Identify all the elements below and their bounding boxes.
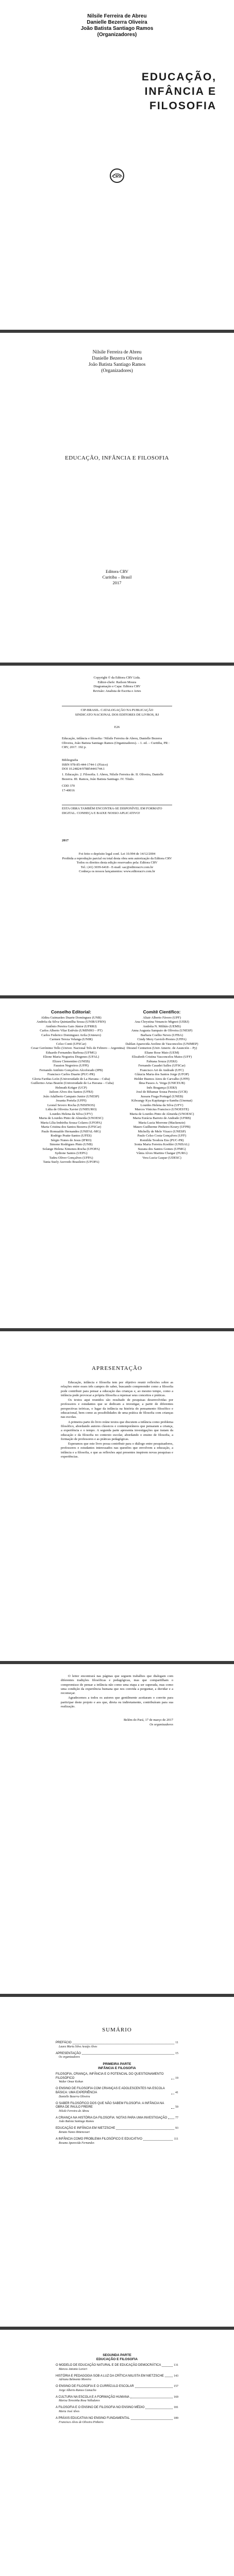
scientific-committee-list xyxy=(122,1016,202,1161)
part-heading xyxy=(56,2062,178,2071)
council-member: Antônio Pereira Gaio Júnior (UFRRJ) xyxy=(45,1024,97,1028)
summary-entry[interactable] xyxy=(56,2116,178,2124)
council-member: Fernando Casadei Salles (UFSCar) xyxy=(138,1064,186,1067)
council-member: Tadeu Oliver Gonçalves (UFPA) xyxy=(49,1156,93,1160)
council-member: Sérgio Nunes de Jesus (IFRO) xyxy=(51,1138,92,1142)
copyright-line: Diagramação e Capa: Editora CRV xyxy=(93,685,141,688)
chapter-title: A CULTURA NA ESCOLA E A FORMAÇÃO HUMANA xyxy=(56,2395,129,2399)
page-number: 143 xyxy=(174,2374,178,2378)
council-member: Paulo Romualdo Hernandes (UNIFAL-MG) xyxy=(41,1129,101,1133)
chapter-title: O MODELO DE EDUCAÇÃO NATURAL E DE EDUCAÇÃO DEMOCRÁTICA xyxy=(56,2364,161,2367)
presentation-paragraph: Agradecemos a todos os autores que gentilmente aceitaram o convite para participar deste projeto e aos que, direta ou indiretamente, contribuíram para sua realização. xyxy=(61,1696,173,1709)
page-number: 15 xyxy=(175,2052,178,2055)
page-number: 157 xyxy=(174,2385,178,2388)
council-member: Altair Alberto Fávero (UPF) xyxy=(143,1015,181,1020)
chapter-title: EDUCAÇÃO E INFÂNCIA EM NIETZSCHE xyxy=(56,2127,115,2130)
council-member: Andréia da Silva Quintanilha Sousa (UNIR/UFRN) xyxy=(36,1020,106,1024)
council-member: Ana Chrystina Venancio Mignot (UERJ) xyxy=(135,1020,189,1024)
presentation-continued-page xyxy=(0,1664,234,1994)
council-member: Paulo Celso Costa Gonçalves (UFF) xyxy=(137,1134,187,1138)
cover-title xyxy=(142,70,216,113)
publisher-logo-icon xyxy=(109,168,125,183)
council-member: Vânia Alves Martins Chaigar (FURG) xyxy=(136,1151,188,1155)
chapter-author: Os organizadores xyxy=(59,2056,80,2059)
chapter-author: Jorge Alberto Ramos Camacho xyxy=(59,2388,96,2392)
inner-editor: João Batista Santiago Ramos xyxy=(88,362,146,367)
chapter-title: HISTÓRIA E PEDAGOGIA SOB A LUZ DA CRÍTICA NIILISTA EM NIETZSCHE xyxy=(56,2374,164,2378)
page-number: 93 xyxy=(175,2127,178,2130)
council-member: Maria Lucia Morrone (Mackenzie) xyxy=(138,1121,186,1125)
council-member: Simone Rodrigues Pinto (UNB) xyxy=(49,1143,93,1146)
copyright-line: Copyright © da Editora CRV Ltda. xyxy=(93,676,141,680)
editorial-council-title: Conselho Editorial: xyxy=(51,1009,91,1014)
council-member: Cesar Gerónimo Tello (Univer. Nacional Três de Febrero – Argentina) xyxy=(31,1046,125,1050)
chapter-author: Nilsile Ferreira de Abreu xyxy=(59,2109,89,2113)
digital-notice: ESTA OBRA TAMBÉM ENCONTRA-SE DISPONÍVEL EM FORMATO DIGITAL. CONHEÇA E BAIXE NOSSO APLICATIVO! xyxy=(62,805,172,816)
council-member: José de Ribamar Sousa Pereira (UCB) xyxy=(136,1090,188,1094)
presentation-body xyxy=(61,1381,173,1460)
council-member: Helder Buenos Aires de Carvalho (UFPI) xyxy=(134,1077,190,1081)
part-number: PRIMEIRA PARTE xyxy=(103,2062,131,2066)
summary-page xyxy=(0,1997,234,2327)
summary-entry[interactable] xyxy=(56,2417,178,2425)
publisher-name: Editora CRV xyxy=(106,569,128,574)
summary-entry[interactable] xyxy=(56,2385,178,2393)
chapter-author: Danielle Bezerra Oliveira xyxy=(59,2095,90,2098)
copyright-line: Editor-chefe: Railson Moura xyxy=(97,680,137,684)
summary-entry[interactable] xyxy=(56,2375,178,2382)
cover-editor: João Batista Santiago Ramos xyxy=(80,26,154,31)
chapter-title: O ENSINO DE FILOSOFIA E O CURRÍCULO ESCOLAR xyxy=(56,2385,134,2388)
council-member: Gloria Fariñas León (Universidade de La Havana – Cuba) xyxy=(32,1077,110,1081)
part-heading xyxy=(56,2353,178,2362)
cdd-block xyxy=(62,784,172,793)
council-member: Mauro Guilherme Pinheiro Koury (UFPB) xyxy=(133,1125,191,1129)
legal-line: Todos os direitos desta edição reservados pela: Editora CRV xyxy=(76,861,158,865)
chapter-author: João Batista Santiago Ramos xyxy=(59,2120,94,2124)
isbn-line: Bibliografia xyxy=(62,758,78,762)
council-member: Carlos Federico Dominguez Avila (Unieuro) xyxy=(41,1033,101,1037)
copyright-page xyxy=(0,666,234,995)
presentation-continued-body xyxy=(61,1674,173,1709)
council-member: Elizeu Clementino (UNEB) xyxy=(52,1059,90,1063)
catalog-citation: Educação, infância e filosofia / Nilsile Ferreira de Abreu, Danielle Bezerra Oliveira, João Batista Santiago Ramos (Organizadores). – 1. ed. – Curitiba, PR : CRV, 2017. 192 p. xyxy=(62,737,170,749)
council-member: Andréia N. Militão (UEMS) xyxy=(143,1024,181,1028)
summary-title: SUMÁRIO xyxy=(102,2027,132,2033)
dot-leader xyxy=(143,2140,173,2141)
council-member: Carlos Alberto Vilar Estêvão (UMINHO – PT) xyxy=(40,1029,103,1032)
page-number: 181 xyxy=(174,2406,178,2410)
council-member: Gláucia Maria dos Santos Jorge (UFOP) xyxy=(135,1073,189,1076)
copyright-line: Revisão: Analista de Escrita e Artes xyxy=(93,689,141,693)
council-member: Suzana dos Santos Gomes (UFMG) xyxy=(138,1147,186,1151)
council-member: Eduardo Fernandes Barbosa (UFMG) xyxy=(45,1050,97,1055)
council-member: Michelly de Melo Vizaco (UNESP) xyxy=(138,1129,186,1133)
summary-continued-page xyxy=(0,2330,234,2576)
council-member: Eliane Rose Maio (UEM) xyxy=(144,1050,179,1055)
chapter-title: O SABER FILOSÓFICO DOS QUE NÃO SABEM FILOSOFIA: A INFÂNCIA NA OBRA DE PAULO FREIRE xyxy=(56,2102,164,2109)
council-member: Jailson Alves dos Santos (UFRJ) xyxy=(49,1090,93,1094)
publisher-logo-text: CRV xyxy=(112,174,122,179)
council-member: Aldira Guimarães Duarte Domínguez (UNB) xyxy=(41,1015,102,1020)
presentation-paragraph: Os textos aqui reunidos são resultado de pesquisas desenvolvidas por professores e estudantes que se dedicam a investigar, a partir de diferentes perspectivas teóricas, o lugar da infância na história do pensamento filosófico e educacional, bem como as possibilidades de uma prática de filosofia com crianças nas escolas. xyxy=(61,1398,173,1419)
council-member: Josania Portela (UFPI) xyxy=(56,1099,87,1103)
dot-leader xyxy=(131,2419,173,2420)
cdd-line: 17-40016 xyxy=(62,788,75,792)
dot-leader xyxy=(171,2108,174,2109)
council-member: Celso Conti (UFSCar) xyxy=(56,1042,87,1046)
council-member: Fauston Negreiros (UFPI) xyxy=(54,1064,89,1067)
cover-editor-role: (Organizadores) xyxy=(97,32,137,38)
presentation-paragraph: A primeira parte do livro reúne textos que discutem a infância como problema filosófico, abordando autores clássicos e contemporâneos que pensaram a criança, a experiência e o tempo. A segunda parte apresenta investigações que tratam da educação e da filosofia no contexto escolar, abordando o ensino de filosofia, a formação de professores e as práticas pedagógicas. xyxy=(61,1420,173,1441)
cover-editor: Danielle Bezerra Oliveira xyxy=(87,20,147,25)
presentation-paragraph: O leitor encontrará nas páginas que seguem trabalhos que dialogam com diferentes tradições filosóficas e pedagógicas, mas que compartilham o compromisso de pensar a infância não como uma etapa a ser superada, mas como uma condição da experiência humana que nos convida a perguntar, a duvidar e a recomeçar. xyxy=(61,1674,173,1696)
cover-editors xyxy=(0,13,234,38)
summary-entry[interactable] xyxy=(56,2396,178,2403)
page-number: 189 xyxy=(174,2416,178,2420)
councils-page xyxy=(0,998,234,1328)
chapter-title: PREFÁCIO xyxy=(56,2041,72,2044)
page-number: 41 xyxy=(175,2091,178,2094)
council-member: Marcos Vinicius Francisco (UNOESTE) xyxy=(135,1108,189,1111)
legal-notice xyxy=(0,852,234,874)
scientific-committee xyxy=(122,1010,202,1160)
chapter-author: Francisco Alves de Oliveira Pinheiro xyxy=(59,2420,104,2424)
summary-entry-row xyxy=(56,2417,178,2421)
council-member: Lídia de Oliveira Xavier (UNIEURO) xyxy=(45,1108,97,1111)
summary-entry[interactable] xyxy=(56,2127,178,2134)
inner-editor: Nilsile Ferreira de Abreu xyxy=(92,350,142,355)
summary-entry[interactable] xyxy=(56,2102,178,2113)
council-member: Carmen Tereza Velanga (UNIR) xyxy=(49,1038,93,1041)
cover-page xyxy=(0,0,234,330)
council-member: Barbara Coelho Neves (UFBA) xyxy=(140,1033,183,1037)
inner-publisher xyxy=(0,569,234,586)
cover-title-line: FILOSOFIA xyxy=(149,100,216,112)
chapter-author: Adriana Belmonte Moreira xyxy=(59,2378,91,2382)
summary-entry-row xyxy=(56,2364,178,2368)
council-member: Rodrigo Pratte-Santos (UFES) xyxy=(51,1134,92,1138)
summary-entry[interactable] xyxy=(56,2364,178,2371)
summary-entry[interactable] xyxy=(56,2406,178,2414)
chapter-author: Marisa Teresinha Rosa Valladares xyxy=(59,2399,100,2403)
scientific-committee-title: Comitê Científico: xyxy=(143,1009,181,1014)
presentation-paragraph: Esperamos que este livro possa contribuir para o diálogo entre pesquisadores, professores e estudantes interessados nas questões que envolvem a educação, a infância e a filosofia, e que as reflexões aqui presentes inspirem novas pesquisas e experiências. xyxy=(61,1442,173,1459)
chapter-author: Rosana Aparecida Fernandes xyxy=(59,2141,94,2145)
council-member: Lourdes Helena da Silva (UFV) xyxy=(49,1112,93,1116)
council-member: Kilwangy Kya Kapitango-a-Samba (Unemat) xyxy=(131,1099,193,1103)
summary-entry-row xyxy=(56,2073,178,2080)
editorial-council-list xyxy=(31,1015,125,1165)
council-member: Maria Eurácia Barreto de Andrade (UFRB) xyxy=(132,1116,191,1120)
council-member: Cindy Mery Gavioli-Prestes (UFPA) xyxy=(137,1038,187,1041)
editorial-council xyxy=(31,1009,125,1165)
catalog-code: E26 xyxy=(114,725,120,729)
summary-list-continued xyxy=(56,2350,178,2428)
presentation-paragraph: Educação, infância e filosofia tem por objetivo reunir reflexões sobre as relações entre esses três campos do saber, buscando compreender como a filosofia pode contribuir para pensar a educação das crianças e, ao mesmo tempo, como a infância pode provocar a própria filosofia a repensar seus conceitos e práticas. xyxy=(61,1381,173,1397)
inner-editor-role: (Organizadores) xyxy=(101,368,133,374)
council-member: João Adalberto Campato Junior (UNESP) xyxy=(43,1094,99,1098)
council-member: Ilma Passos A. Veiga (UNICEUB) xyxy=(139,1081,185,1085)
council-member: Jussara Fraga Portugal (UNEB) xyxy=(140,1094,183,1098)
summary-entry[interactable] xyxy=(56,2052,178,2060)
council-member: Sydione Santos (UEPG) xyxy=(55,1151,88,1155)
summary-part-one xyxy=(56,2073,178,2145)
council-member: Fernando Antônio Gonçalves Alcoforado (IPB) xyxy=(39,1068,103,1072)
council-member: Elizabeth Cristina Vasconcelos Matos (UFF) xyxy=(131,1055,192,1059)
council-member: Sonia Maria Ferreira Koehler (UNISAL) xyxy=(134,1143,190,1146)
council-member: Leonel Severo Rocha (UNISINOS) xyxy=(47,1103,95,1107)
council-member: Elione Maria Nogueira Diogenes (UFAL) xyxy=(43,1055,99,1059)
page-number: 111 xyxy=(174,2137,178,2141)
council-member: Romilda Teodora Ens (PUC-PR) xyxy=(140,1138,184,1142)
summary-entry-row xyxy=(56,2385,178,2389)
part-number: SEGUNDA PARTE xyxy=(103,2353,131,2357)
chapter-title: A FILOSOFIA E O ENSINO DE FILOSOFIA NO ENSINO MÉDIO xyxy=(56,2406,145,2410)
chapter-title: A INFÂNCIA COMO PROBLEMA FILOSÓFICO E EDUCATIVO xyxy=(56,2137,142,2141)
page-number: 11 xyxy=(175,2041,178,2044)
dot-leader xyxy=(82,2054,174,2055)
summary-entry-row xyxy=(56,2087,178,2095)
publisher-city: Curitiba – Brasil xyxy=(102,574,132,580)
inner-editors xyxy=(0,349,234,374)
cip-line: SINDICATO NACIONAL DOS EDITORES DE LIVROS, RJ xyxy=(75,713,159,717)
council-member: Helmuth Krüger (UCP) xyxy=(55,1086,87,1090)
chapter-title: FILOSOFIA, CRIANÇA, INFÂNCIA E O POTENCIAL DO QUESTIONAMENTO FILOSÓFICO xyxy=(56,2073,164,2080)
chapter-author: Renato Nunes Bittencourt xyxy=(59,2130,90,2134)
chapter-title: A CRIANÇA NA HISTÓRIA DA FILOSOFIA: NOTAS PARA UMA INVESTIGAÇÃO xyxy=(56,2116,168,2120)
summary-entry-row xyxy=(56,2102,178,2110)
council-member: Maria de Lourdes Pinto de Almeida (UNOESC) xyxy=(129,1112,194,1116)
part-name: EDUCAÇÃO E FILOSOFIA xyxy=(96,2358,138,2361)
cover-editor: Nilsile Ferreira de Abreu xyxy=(87,13,147,19)
inner-editor: Danielle Bezerra Oliveira xyxy=(92,356,142,361)
summary-entry-row xyxy=(56,2116,178,2121)
summary-part-two xyxy=(56,2364,178,2425)
cover-title-line: INFÂNCIA E xyxy=(144,86,216,97)
page-number: 77 xyxy=(175,2116,178,2120)
summary-list xyxy=(56,2041,178,2148)
council-member: Tania Suely Azevedo Brasileiro (UFOPA) xyxy=(43,1160,99,1164)
council-member: Fabiana Souza (UERJ) xyxy=(146,1059,177,1063)
chapter-title: O ENSINO DE FILOSOFIA COM CRIANÇAS E ADOLESCENTES NA ESCOLA BÁSICA: UMA EXPERIÊNCIA xyxy=(56,2087,165,2094)
summary-entry[interactable] xyxy=(56,2073,178,2084)
summary-entry[interactable] xyxy=(56,2087,178,2098)
place-date: Belém do Pará, 17 de março de 2017 xyxy=(123,1718,173,1722)
summary-entry-row xyxy=(56,2396,178,2400)
presentation-page xyxy=(0,1331,234,1661)
legal-line: Conheça os nossos lançamentos: www.editoracrv.com.br xyxy=(79,870,155,873)
page-number: 19 xyxy=(175,2076,178,2080)
council-member: Francisco Ari de Andrade (UFC) xyxy=(140,1068,184,1072)
isbn-line: ISBN 978-85-444-1744-1 (Físico) xyxy=(62,762,108,767)
council-member: Maria Cristina dos Santos Bezerra (UFSCar) xyxy=(41,1125,102,1129)
legal-line: Proibida a reprodução parcial ou total desta obra sem autorização da Editora CRV xyxy=(62,856,172,860)
cdd-line: CDD 370 xyxy=(62,784,75,788)
council-member: Diosnel Centurion (Univ Americ. de Asunción – Py) xyxy=(126,1046,197,1050)
chapter-author: Maria José Alves xyxy=(59,2410,80,2413)
council-member: Maria Lília Imbiriba Sousa Colares (UFOPA) xyxy=(40,1121,102,1125)
copyright-credits xyxy=(0,676,234,693)
summary-entry[interactable] xyxy=(56,2138,178,2145)
council-member: Lourdes Helena da Silva (UFV) xyxy=(140,1103,183,1107)
publisher-year: 2017 xyxy=(112,580,122,585)
edition-year: 2017 xyxy=(62,839,69,842)
chapter-title: APRESENTAÇÃO xyxy=(56,2052,81,2055)
council-member: Guillermo Arias Beatón (Universidade de La Havana – Cuba) xyxy=(31,1081,114,1085)
isbn-line: DOI 10.24824/978854441744.1 xyxy=(62,767,105,771)
cover-title-line: EDUCAÇÃO, xyxy=(141,71,216,83)
summary-entry-row xyxy=(56,2375,178,2379)
signature: Os organizadores xyxy=(149,1723,173,1726)
council-member: Anna Augusta Sampaio de Oliveira (UNESP) xyxy=(131,1029,193,1032)
summary-entry-row xyxy=(56,2406,178,2410)
legal-line: Foi feito o depósito legal conf. Lei 10.994 de 14/12/2004 xyxy=(78,852,156,856)
council-member: Vera Lucia Gaspar (UDESC) xyxy=(142,1156,181,1160)
chapter-author: Marcos Antonio Lorieri xyxy=(59,2367,88,2371)
council-member: Maria de Lourdes Pinto de Almeida (UNOESC) xyxy=(39,1116,104,1120)
summary-entry-row xyxy=(56,2052,178,2056)
inner-title-page xyxy=(0,333,234,663)
summary-entry-row xyxy=(56,2127,178,2131)
legal-line: Tel.: (41) 3039-6418 - E-mail: sac@editoracrv.com.br xyxy=(80,865,154,869)
page-number: 59 xyxy=(175,2106,178,2109)
presentation-signature-block xyxy=(124,1718,173,1727)
page-number: 131 xyxy=(174,2364,178,2367)
cip-line: CIP-BRASIL. CATALOGAÇÃO NA PUBLICAÇÃO xyxy=(80,708,154,712)
summary-entry[interactable] xyxy=(56,2041,178,2049)
council-member: Inês Bragança (UERJ) xyxy=(146,1086,177,1090)
dot-leader xyxy=(162,2366,173,2367)
summary-front-matter xyxy=(56,2041,178,2059)
council-member: Francisco Carlos Duarte (PUC-PR) xyxy=(47,1073,95,1076)
catalog-subjects: 1. Educação. 2. Filosofia. I. Abreu, Nilsile Ferreira de. II. Oliveira, Danielle Bezerra. III. Ramos, João Batista Santiago. IV. Título. xyxy=(62,773,164,781)
council-member: Solange Helena Ximenes-Rocha (UFOPA) xyxy=(42,1147,100,1151)
chapter-title: A PRÁXIS EDUCATIVA NO ENSINO FUNDAMENTAL xyxy=(56,2416,130,2420)
dot-leader xyxy=(116,2129,174,2130)
part-name: INFÂNCIA E FILOSOFIA xyxy=(98,2066,136,2071)
page-number: 169 xyxy=(174,2395,178,2399)
summary-entry-row xyxy=(56,2041,178,2045)
presentation-title: APRESENTAÇÃO xyxy=(92,1365,142,1371)
dot-leader xyxy=(135,2387,173,2388)
chapter-author: Laura Maria Silva Araújo Alves xyxy=(59,2045,97,2048)
cip-header xyxy=(62,706,172,717)
council-member: Dalilan Aparecida Avelino de Vasconcelos (UNIMEP) xyxy=(125,1042,198,1046)
chapter-author: Walter Omar Kohan xyxy=(59,2080,83,2084)
inner-book-title: EDUCAÇÃO, INFÂNCIA E FILOSOFIA xyxy=(64,455,169,461)
summary-entry-row xyxy=(56,2138,178,2142)
isbn-block xyxy=(62,758,172,772)
